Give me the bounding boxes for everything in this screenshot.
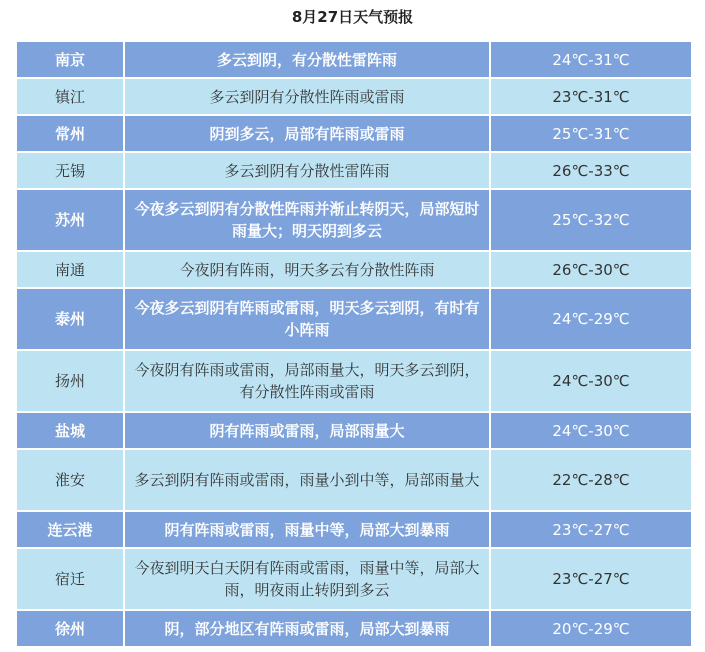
weather-description-cell: 多云到阴有分散性阵雨或雷雨 — [124, 78, 490, 115]
weather-description-cell: 阴有阵雨或雷雨，雨量中等，局部大到暴雨 — [124, 511, 490, 548]
table-row — [16, 78, 692, 115]
table-row — [16, 548, 692, 610]
page-title: 8月27日天气预报 — [291, 8, 414, 26]
city-cell: 无锡 — [16, 152, 124, 189]
table-row — [16, 350, 692, 412]
temperature-cell: 20℃-29℃ — [490, 610, 692, 647]
temperature-cell: 23℃-27℃ — [490, 511, 692, 548]
weather-description-cell: 今夜多云到阴有阵雨或雷雨，明天多云到阴，有时有小阵雨 — [124, 288, 490, 350]
weather-description-cell: 阴有阵雨或雷雨，局部雨量大 — [124, 412, 490, 449]
weather-description-cell: 今夜多云到阴有分散性阵雨并渐止转阴天，局部短时雨量大；明天阴到多云 — [124, 189, 490, 251]
table-row — [16, 412, 692, 449]
weather-description-cell: 阴，部分地区有阵雨或雷雨，局部大到暴雨 — [124, 610, 490, 647]
city-cell: 南京 — [16, 41, 124, 78]
temperature-cell: 25℃-31℃ — [490, 115, 692, 152]
temperature-cell: 24℃-30℃ — [490, 412, 692, 449]
forecast-table — [15, 40, 693, 648]
city-cell: 连云港 — [16, 511, 124, 548]
weather-description-cell: 今夜阴有阵雨，明天多云有分散性阵雨 — [124, 251, 490, 288]
city-cell: 泰州 — [16, 288, 124, 350]
table-row — [16, 152, 692, 189]
weather-description-cell: 阴到多云，局部有阵雨或雷雨 — [124, 115, 490, 152]
weather-description-cell: 多云到阴有分散性雷阵雨 — [124, 152, 490, 189]
table-row — [16, 115, 692, 152]
city-cell: 镇江 — [16, 78, 124, 115]
weather-description-cell: 多云到阴，有分散性雷阵雨 — [124, 41, 490, 78]
temperature-cell: 26℃-30℃ — [490, 251, 692, 288]
city-cell: 南通 — [16, 251, 124, 288]
city-cell: 扬州 — [16, 350, 124, 412]
temperature-cell: 22℃-28℃ — [490, 449, 692, 511]
temperature-cell: 23℃-31℃ — [490, 78, 692, 115]
city-cell: 徐州 — [16, 610, 124, 647]
table-row — [16, 41, 692, 78]
temperature-cell: 26℃-33℃ — [490, 152, 692, 189]
table-row — [16, 189, 692, 251]
city-cell: 淮安 — [16, 449, 124, 511]
city-cell: 宿迁 — [16, 548, 124, 610]
city-cell: 苏州 — [16, 189, 124, 251]
table-row — [16, 610, 692, 647]
table-row — [16, 251, 692, 288]
weather-description-cell: 今夜阴有阵雨或雷雨，局部雨量大，明天多云到阴，有分散性阵雨或雷雨 — [124, 350, 490, 412]
table-row — [16, 511, 692, 548]
temperature-cell: 24℃-30℃ — [490, 350, 692, 412]
table-row — [16, 288, 692, 350]
weather-description-cell: 今夜到明天白天阴有阵雨或雷雨，雨量中等，局部大雨，明夜雨止转阴到多云 — [124, 548, 490, 610]
temperature-cell: 23℃-27℃ — [490, 548, 692, 610]
city-cell: 盐城 — [16, 412, 124, 449]
weather-description-cell: 多云到阴有阵雨或雷雨，雨量小到中等，局部雨量大 — [124, 449, 490, 511]
temperature-cell: 24℃-31℃ — [490, 41, 692, 78]
table-row — [16, 449, 692, 511]
temperature-cell: 25℃-32℃ — [490, 189, 692, 251]
temperature-cell: 24℃-29℃ — [490, 288, 692, 350]
city-cell: 常州 — [16, 115, 124, 152]
